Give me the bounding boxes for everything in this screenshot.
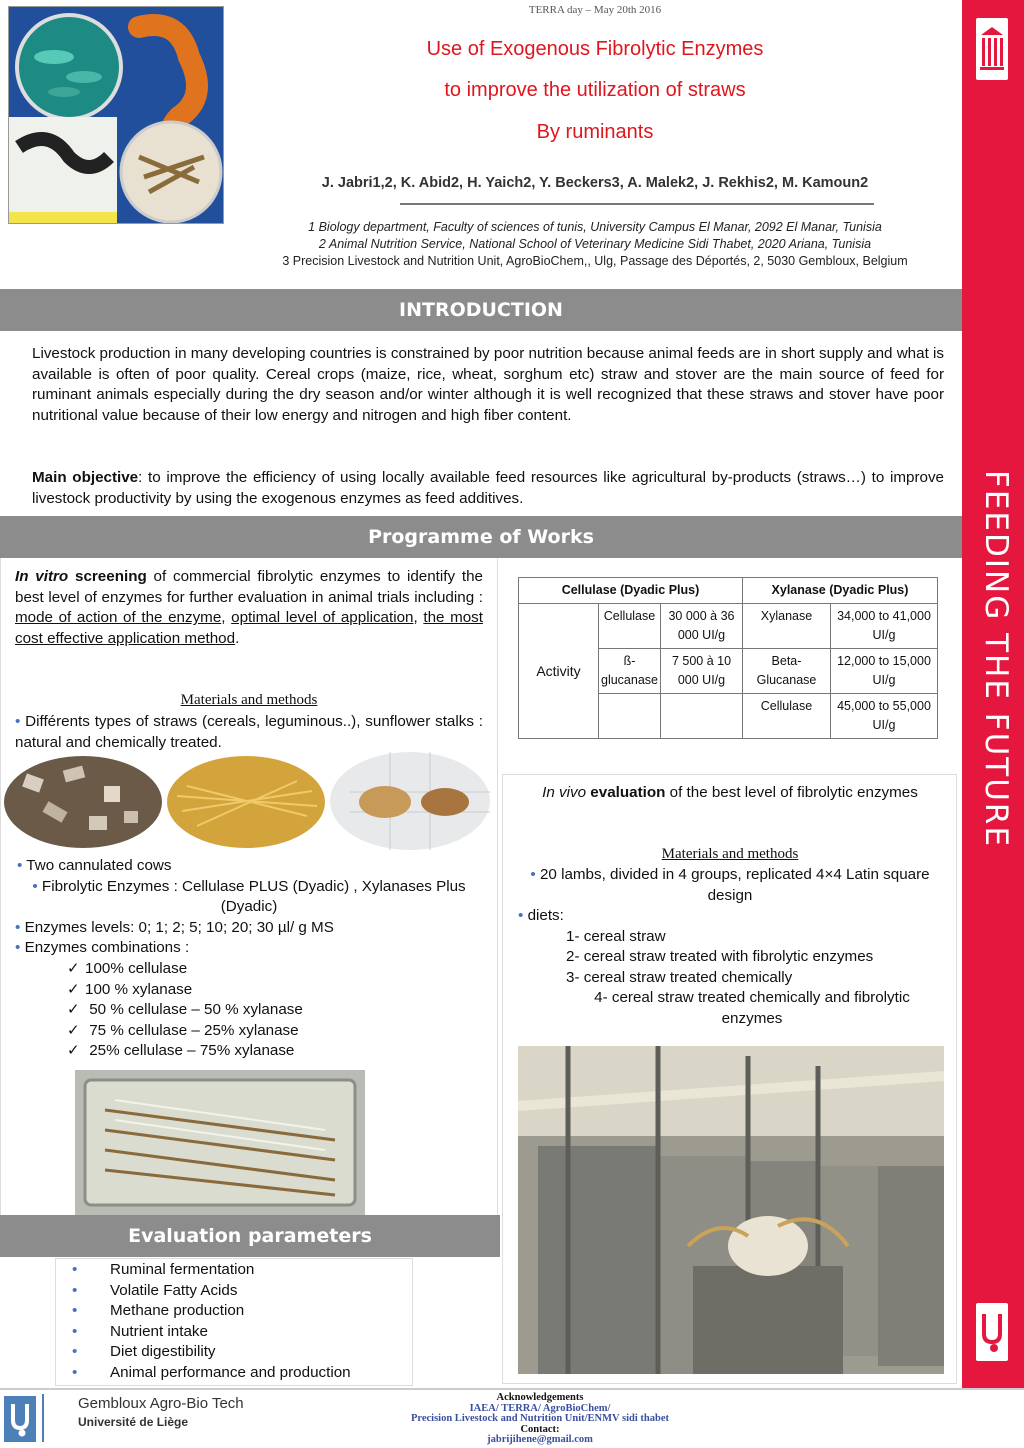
- affiliations: [232, 219, 958, 270]
- activity-cell: 45,000 to 55,000 UI/g: [830, 694, 937, 739]
- evaluation-list: [72, 1260, 412, 1384]
- invitro-lead-text: of commercial fibrolytic enzymes to identify the best level of enzymes for further evaluation in animal trials including :: [15, 568, 483, 606]
- diet-item: 4- cereal straw treated chemically and fibrolytic enzymes: [594, 989, 910, 1027]
- evaluation-text: Nutrient intake: [110, 1322, 208, 1340]
- combination-text: 50 % cellulase – 50 % xylanase: [85, 1001, 303, 1019]
- cereal-straw-photo: [167, 756, 325, 848]
- activity-cell: [660, 694, 742, 739]
- contact-email[interactable]: jabrijihene@gmail.com: [487, 1434, 593, 1445]
- event-label: TERRA day – May 20th 2016: [528, 4, 662, 16]
- enzyme-cell: Cellulase: [742, 694, 830, 739]
- rumen-bacteria-collage-image: [8, 6, 224, 224]
- enzyme-cell: Beta-Glucanase: [742, 649, 830, 694]
- invitro-bullet-levels: • Enzymes levels: 0; 1; 2; 5; 10; 20; 30 µl/ g MS: [15, 918, 334, 936]
- ulg-icon: [980, 1310, 1004, 1354]
- diet-item: 3- cereal straw treated chemically: [566, 968, 793, 986]
- introduction-header: INTRODUCTION: [0, 289, 962, 331]
- acknowledgements: [330, 1393, 750, 1446]
- combination-item: [67, 1041, 483, 1062]
- levels-text: Enzymes levels: 0; 1; 2; 5; 10; 20; 30 µl/ g MS: [24, 918, 334, 936]
- evaluation-text: Diet digestibility: [110, 1343, 216, 1361]
- evaluation-item: • Animal performance and production: [72, 1363, 351, 1381]
- straw-types-bullet: [15, 712, 483, 753]
- checkmark-icon: ✓: [67, 959, 80, 977]
- ulg-icon: [9, 1400, 31, 1438]
- lambs-bullet: [520, 865, 940, 906]
- enzymes-text: Fibrolytic Enzymes : Cellulase PLUS (Dyadic) , Xylanases Plus (Dyadic): [41, 877, 466, 916]
- combination-item: [67, 959, 483, 980]
- affiliation-2: 2 Animal Nutrition Service, National School of Veterinary Medicine Sidi Thabet, 2020 Ariana, Tunisia: [318, 237, 872, 251]
- ack-line-1: IAEA/ TERRA/ AgroBioChem/: [469, 1402, 611, 1414]
- invitro-underline-3: the most cost effective application method: [15, 609, 483, 647]
- vertical-title: FEEDING THE FUTURE: [978, 470, 1014, 849]
- invitro-methods-title: Materials and methods: [180, 692, 318, 708]
- footer-divider: [42, 1394, 44, 1442]
- checkmark-icon: ✓: [67, 1021, 80, 1039]
- combination-text: 100 % xylanase: [85, 980, 193, 998]
- poster-title-line-1: Use of Exogenous Fibrolytic Enzymes: [426, 38, 764, 60]
- checkmark-icon: ✓: [67, 980, 80, 998]
- evaluation-item: • Diet digestibility: [72, 1343, 216, 1361]
- combinations-text: Enzymes combinations :: [24, 939, 190, 957]
- lambs-pens-photo: [518, 1046, 944, 1374]
- table-row: [519, 604, 938, 649]
- evaluation-text: Volatile Fatty Acids: [110, 1281, 238, 1299]
- treated-straw-photo: [330, 752, 490, 850]
- sunflower-stalks-photo: [4, 756, 162, 848]
- diets-label-row: • diets:: [518, 907, 564, 924]
- activity-cell: 12,000 to 15,000 UI/g: [830, 649, 937, 694]
- invitro-underline-1: mode of action of the enzyme: [15, 609, 222, 627]
- bullet-dot: •: [15, 713, 21, 730]
- invitro-intro: In vitro screening of commercial fibrolytic enzymes to identify the best level of enzymes for further evaluation in animal trials including : mode of action of the enzyme, optimal level of application, the most cost effective application method.: [15, 568, 483, 647]
- invivo-rest: of the best level of fibrolytic enzymes: [665, 784, 918, 801]
- bullet-dot: •: [530, 866, 536, 883]
- activity-cell: 34,000 to 41,000 UI/g: [830, 604, 937, 649]
- invivo-bold: evaluation: [586, 784, 666, 801]
- evaluation-item: • Methane production: [72, 1302, 245, 1320]
- poster-title-line-2: to improve the utilization of straws: [444, 79, 746, 101]
- checkmark-icon: ✓: [67, 1042, 80, 1060]
- combination-item: [67, 1021, 483, 1042]
- invitro-lead-italic: In vitro: [15, 568, 69, 585]
- contact-label: Contact:: [520, 1423, 560, 1435]
- evaluation-item: • Nutrient intake: [72, 1322, 208, 1340]
- incubation-bath-photo: [75, 1070, 365, 1215]
- poster-title-line-3: By ruminants: [536, 121, 654, 143]
- lambs-text: 20 lambs, divided in 4 groups, replicated 4×4 Latin square design: [539, 866, 930, 904]
- activity-cell: 7 500 à 10 000 UI/g: [660, 649, 742, 694]
- authors-divider: [400, 203, 874, 205]
- diet-item: 2- cereal straw treated with fibrolytic enzymes: [566, 948, 874, 966]
- invivo-title: [510, 783, 950, 804]
- enzyme-cell: ß-glucanase: [599, 649, 661, 694]
- evaluation-item: • Ruminal fermentation: [72, 1261, 255, 1278]
- invivo-italic: In vivo: [542, 784, 587, 801]
- combination-text: 25% cellulase – 75% xylanase: [85, 1042, 295, 1060]
- activity-cell: 30 000 à 36 000 UI/g: [660, 604, 742, 649]
- cows-text: Two cannulated cows: [26, 857, 172, 874]
- combinations-list: [15, 959, 483, 1062]
- ulg-side-logo: [976, 1303, 1008, 1361]
- table-header-cellulase: Cellulase (Dyadic Plus): [519, 578, 743, 604]
- combination-text: 75 % cellulase – 25% xylanase: [85, 1021, 299, 1039]
- diets-block: [518, 906, 938, 1030]
- enzyme-cell: Xylanase: [742, 604, 830, 649]
- institution-name: Gembloux Agro-Bio Tech: [78, 1395, 244, 1412]
- invitro-bullets: [15, 856, 483, 1062]
- invitro-bullet-cows: • Two cannulated cows: [17, 857, 172, 874]
- combination-item: [67, 1000, 483, 1021]
- authors: J. Jabri1,2, K. Abid2, H. Yaich2, Y. Beckers3, A. Malek2, J. Rekhis2, M. Kamoun2: [321, 175, 869, 191]
- straw-types-text: Différents types of straws (cereals, leguminous..), sunflower stalks : natural and chemically treated.: [15, 713, 483, 751]
- evaluation-text: Ruminal fermentation: [110, 1261, 255, 1278]
- table-header-xylanase: Xylanase (Dyadic Plus): [742, 578, 937, 604]
- checkmark-icon: ✓: [67, 1001, 80, 1019]
- invitro-underline-2: optimal level of application: [231, 609, 414, 627]
- invitro-bullet-combinations: • Enzymes combinations :: [15, 939, 190, 957]
- objective-text: : to improve the efficiency of using locally available feed resources like agricultural by-products (straws…) to improve livestock productivity by using the exogenous enzymes as feed additives.: [32, 469, 945, 507]
- combination-text: 100% cellulase: [85, 959, 188, 977]
- enzyme-cell: Cellulase: [599, 604, 661, 649]
- evaluation-item: • Volatile Fatty Acids: [72, 1281, 238, 1299]
- columns-icon: [979, 25, 1005, 73]
- main-objective: [32, 468, 944, 509]
- affiliation-3: 3 Precision Livestock and Nutrition Unit, AgroBioChem,, Ulg, Passage des Déportés, 2, 5030 Gembloux, Belgium: [282, 254, 908, 268]
- evaluation-header: Evaluation parameters: [0, 1215, 500, 1257]
- diet-item: 1- cereal straw: [566, 927, 666, 945]
- ack-title: Acknowledgements: [496, 1392, 584, 1403]
- enzyme-cell: [599, 694, 661, 739]
- combination-item: [67, 980, 483, 1001]
- university-building-logo: [976, 18, 1008, 80]
- invitro-bullet-enzymes: • Fibrolytic Enzymes : Cellulase PLUS (Dyadic) , Xylanases Plus (Dyadic): [32, 877, 466, 916]
- evaluation-text: Methane production: [110, 1302, 245, 1320]
- invivo-methods-title: Materials and methods: [661, 846, 799, 862]
- objective-label: Main objective: [32, 469, 139, 486]
- affiliation-1: 1 Biology department, Faculty of sciences of tunis, University Campus El Manar, 2092 El Manar, Tunisia: [308, 220, 882, 234]
- enzyme-activity-table: [518, 577, 938, 739]
- diets-label: diets:: [527, 907, 564, 924]
- programme-header: Programme of Works: [0, 516, 962, 558]
- ack-line-2: Precision Livestock and Nutrition Unit/ENMV sidi thabet: [410, 1413, 670, 1424]
- activity-label: Activity: [519, 604, 599, 739]
- evaluation-text: Animal performance and production: [110, 1363, 351, 1381]
- invitro-lead-bold: screening: [68, 568, 147, 585]
- introduction-paragraph: Livestock production in many developing countries is constrained by poor nutrition because animal feeds are in short supply and what is available is often of poor quality. Cereal crops (maize, rice, wheat, sorghum etc) straw and stover are the main source of feed for ruminant animals especially during the dry season and/or winter although it is well recognized that these straws and stover have poor nutritional value because of their low energy and nitrogen and high fiber content.: [32, 345, 944, 424]
- university-name: Université de Liège: [78, 1415, 189, 1429]
- ulg-footer-logo: [4, 1396, 36, 1442]
